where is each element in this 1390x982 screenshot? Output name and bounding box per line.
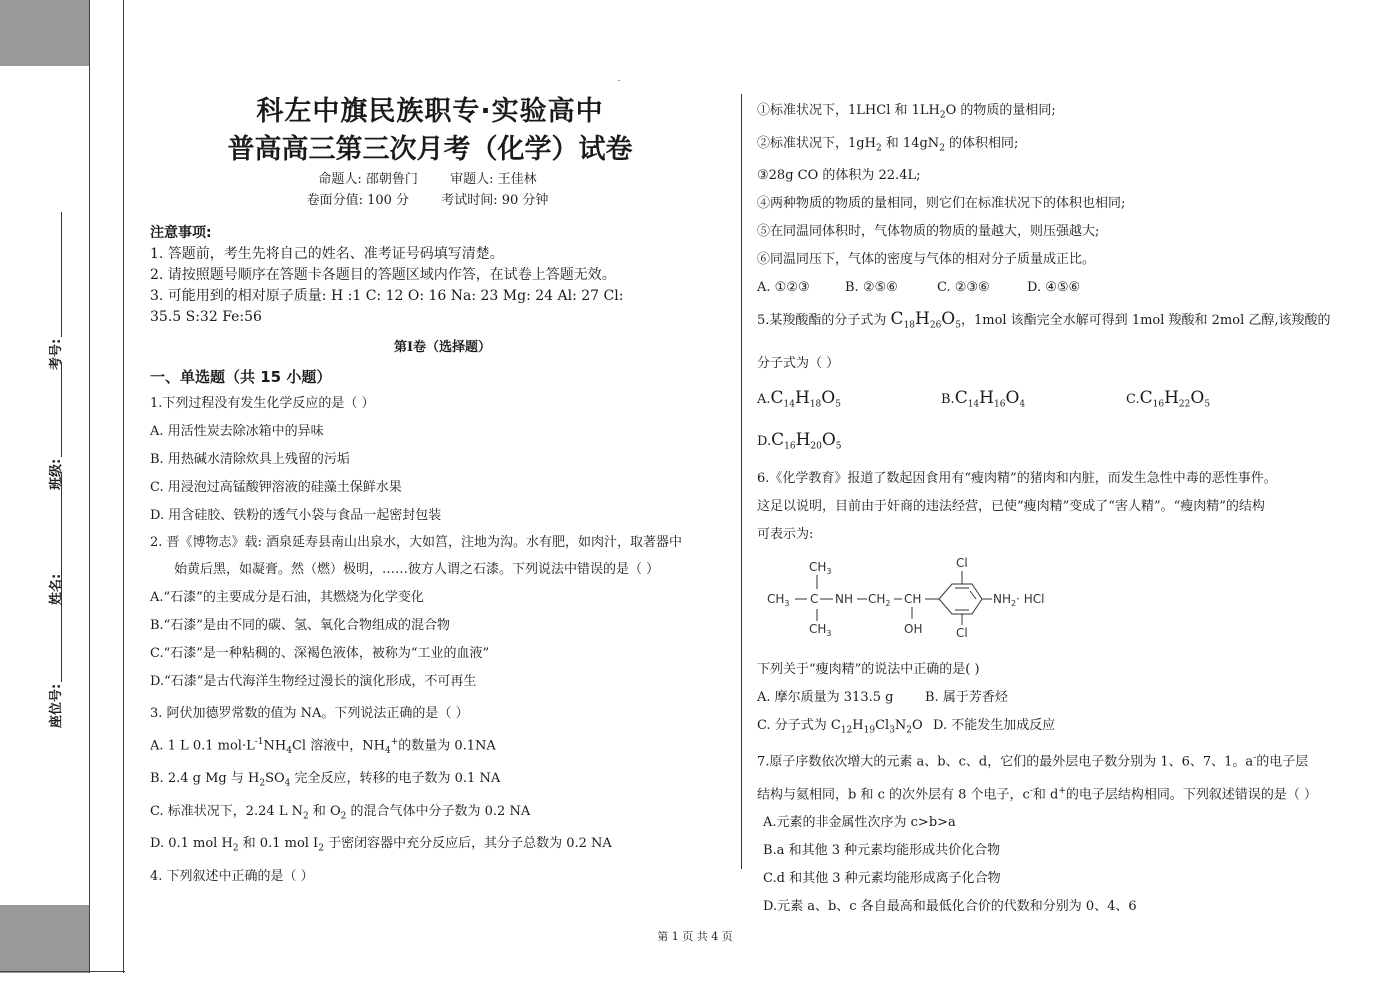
part-heading: 一、单选题（共 15 小题） [150, 368, 332, 386]
notice-item: 35.5 S:32 Fe:56 [150, 309, 262, 325]
q2-option-d: D.“石漆”是古代海洋生物经过漫长的演化形成，不可再生 [150, 674, 477, 689]
struct-ring-double-bond [970, 591, 976, 599]
q4-statement-2: ②标准状况下，$1gH_2$ 和 $14gN_2$ 的体积相同; [757, 135, 1019, 154]
notice-title: 注意事项: [150, 225, 212, 241]
q5-option-b: $B.C_{14}H_{16}O_4$ [941, 387, 1026, 410]
q5-stem-2: 分子式为（ ） [757, 355, 840, 371]
q3-option-c: C. 标准状况下，2.24 L $N_2$ 和 $O_2$ 的混合气体中分子数为 0.2 NA [150, 803, 531, 822]
struct-ch: CH [904, 591, 922, 606]
struct-cl-top: Cl [956, 555, 968, 570]
name-field[interactable]: 姓名: [45, 472, 64, 605]
q3-stem: 3. 阿伏加德罗常数的值为 NA。下列说法正确的是（ ） [150, 706, 469, 721]
q6-options-row-2 [757, 712, 1347, 745]
q4-statement-4: ④两种物质的物质的量相同，则它们在标准状况下的体积也相同; [757, 196, 1126, 212]
seat-number-field[interactable]: 座位号: [45, 564, 64, 728]
q7-option-b: B.a 和其他 3 种元素均能形成共价化合物 [763, 843, 1001, 859]
q1-option-c: C. 用浸泡过高锰酸钾溶液的硅藻土保鲜水果 [150, 480, 402, 495]
binding-strip [0, 0, 125, 982]
q2-stem-2: 始黄后黑，如凝膏。然（燃）极明，……彼方人谓之石漆。下列说法中错误的是（ ） [174, 562, 660, 577]
q6-stem-3: 可表示为: [757, 526, 814, 542]
q4-statement-3: ③28g CO 的体积为 22.4L; [757, 168, 921, 184]
q4-option-b: B. ②⑤⑥ [845, 280, 898, 296]
title-line-1: 科左中旗民族职专·实验高中 [256, 96, 604, 127]
q4-statement-5: ⑤在同温同体积时，气体物质的物质的量越大，则压强越大; [757, 224, 1100, 240]
q7-stem-1: 7.原子序数依次增大的元素 a、b、c、d，它们的最外层电子数分别为 1、6、7、1。a-的电子层 [757, 753, 1309, 770]
q7-stem-2: 结构与氦相同，b 和 c 的次外层有 8 个电子，c-和 d+的电子层结构相同。下列叙述错误的是（ ） [757, 785, 1318, 803]
strip-bottom-line [0, 971, 125, 972]
q2-option-a: A.“石漆”的主要成分是石油，其燃烧为化学变化 [150, 590, 424, 605]
column-divider [741, 94, 742, 869]
q6-option-c: C. 分子式为 $C_{12}H_{19}Cl_3N_2O$ [757, 717, 923, 736]
struct-cl-bottom: Cl [956, 625, 968, 640]
q6-question: 下列关于“瘦肉精”的说法中正确的是( ) [757, 661, 980, 677]
q4-statement-1: ①标准状况下，1LHCl 和 $1LH_2O$ 的物质的量相同; [757, 103, 1056, 121]
struct-nh2-hcl: $NH_2\cdot$ HCl [993, 591, 1045, 608]
setter: 命题人: 邵朝鲁门 [318, 172, 418, 187]
q4-option-c: C. ②③⑥ [937, 280, 990, 296]
q6-stem-1: 6.《化学教育》报道了数起因食用有“瘦肉精”的猪肉和内脏，而发生急性中毒的恶性事件。 [757, 470, 1277, 486]
decorative-tick [618, 80, 620, 81]
q6-option-d: D. 不能发生加成反应 [933, 717, 1056, 733]
q5-options-row [757, 381, 1347, 415]
q4-statement-6: ⑥同温同压下，气体的密度与气体的相对分子质量成正比。 [757, 252, 1096, 268]
q1-option-b: B. 用热碱水清除炊具上残留的污垢 [150, 452, 350, 467]
q1-option-d: D. 用含硅胶、铁粉的透气小袋与食品一起密封包装 [150, 508, 442, 523]
q6-options-row-1 [757, 684, 1347, 712]
q3-option-a: A. 1 L 0.1 $mol\cdot L^{-1}NH_4Cl$ 溶液中，$NH_4^+$的数量为 0.1NA [150, 737, 496, 756]
q7-option-d: D.元素 a、b、c 各自最高和最低化合价的代数和分别为 0、4、6 [763, 899, 1137, 915]
q5-options-row-2 [757, 423, 1347, 457]
q2-option-c: C.“石漆”是一种粘稠的、深褐色液体，被称为“工业的血液” [150, 646, 490, 661]
strip-top-block [0, 0, 90, 66]
notice-item: 3. 可能用到的相对原子质量: H :1 C: 12 O: 16 Na: 23 Mg: 24 Al: 27 Cl: [150, 288, 624, 304]
struct-oh: OH [904, 621, 923, 636]
q4-options [757, 274, 1347, 302]
right-column [757, 97, 1347, 921]
struct-ch2: $CH_2$ [868, 591, 891, 608]
q5-stem: 5.某羧酸酯的分子式为 $C_{18}H_{26}O_5$，1mol 该酯完全水解可得到 1mol 羧酸和 2mol 乙醇,该羧酸的 [757, 309, 1331, 331]
q6-option-b: B. 属于芳香烃 [925, 689, 1008, 705]
q4-option-a: A. ①②③ [757, 280, 810, 296]
struct-ch3-left: $CH_3$ [767, 591, 790, 608]
strip-line-outer [123, 0, 124, 973]
reviewer: 审题人: 王佳林 [450, 172, 537, 187]
q3-option-b: B. 2.4 g Mg 与 $H_2SO_4$ 完全反应，转移的电子数为 0.1 NA [150, 770, 501, 789]
page-footer: 第 1 页 共 4 页 [657, 930, 733, 943]
notice-item: 2. 请按照题号顺序在答题卡各题目的答题区域内作答，在试卷上答题无效。 [150, 267, 616, 283]
title-line-2: 普高高三第三次月考（化学）试卷 [227, 134, 633, 165]
meta-row-2 [120, 190, 735, 211]
notice-item: 1. 答题前，考生先将自己的姓名、准考证号码填写清楚。 [150, 246, 504, 262]
q1-option-a: A. 用活性炭去除冰箱中的异味 [150, 424, 324, 439]
exam-number-field[interactable]: 考号: [45, 212, 64, 370]
time: 考试时间: 90 分钟 [441, 193, 549, 208]
struct-nh: NH [835, 591, 853, 606]
score: 卷面分值: 100 分 [306, 193, 410, 208]
q1-stem: 1.下列过程没有发生化学反应的是（ ） [150, 396, 375, 411]
struct-ch3-top: $CH_3$ [809, 559, 832, 576]
left-column [150, 93, 735, 891]
meta-row-1 [120, 169, 735, 190]
section-title: 第Ⅰ卷（选择题） [393, 340, 492, 355]
strip-line-inner [89, 0, 90, 973]
struct-ch3-bottom: $CH_3$ [809, 621, 832, 638]
q6-option-a: A. 摩尔质量为 313.5 g [757, 689, 894, 705]
q5-option-a: $A.C_{14}H_{18}O_5$ [757, 387, 841, 410]
q2-option-b: B.“石漆”是由不同的碳、氢、氧化合物组成的混合物 [150, 618, 450, 633]
class-field[interactable]: 班级: [45, 362, 64, 490]
q4-stem: 4. 下列叙述中正确的是（ ） [150, 868, 314, 884]
q5-option-d: $D.C_{16}H_{20}O_5$ [757, 429, 842, 452]
q7-option-c: C.d 和其他 3 种元素均能形成离子化合物 [763, 871, 1001, 887]
q5-option-c: $C.C_{16}H_{22}O_5$ [1126, 387, 1211, 410]
q7-option-a: A.元素的非金属性次序为 c>b>a [763, 815, 956, 831]
q4-option-d: D. ④⑤⑥ [1027, 280, 1081, 296]
q6-stem-2: 这足以说明，目前由于奸商的违法经营，已使“瘦肉精”变成了“害人精”。“瘦肉精”的结构 [757, 498, 1265, 514]
q2-stem-1: 2. 晋《博物志》载: 酒泉延寿县南山出泉水，大如筥，注地为沟。水有肥，如肉汁，取著器中 [150, 535, 683, 550]
clenbuterol-structure-diagram [761, 553, 1061, 641]
q3-option-d: D. 0.1 mol $H_2$ 和 0.1 mol $I_2$ 于密闭容器中充分反应后，其分子总数为 0.2 NA [150, 836, 612, 854]
struct-c: C [810, 591, 819, 606]
